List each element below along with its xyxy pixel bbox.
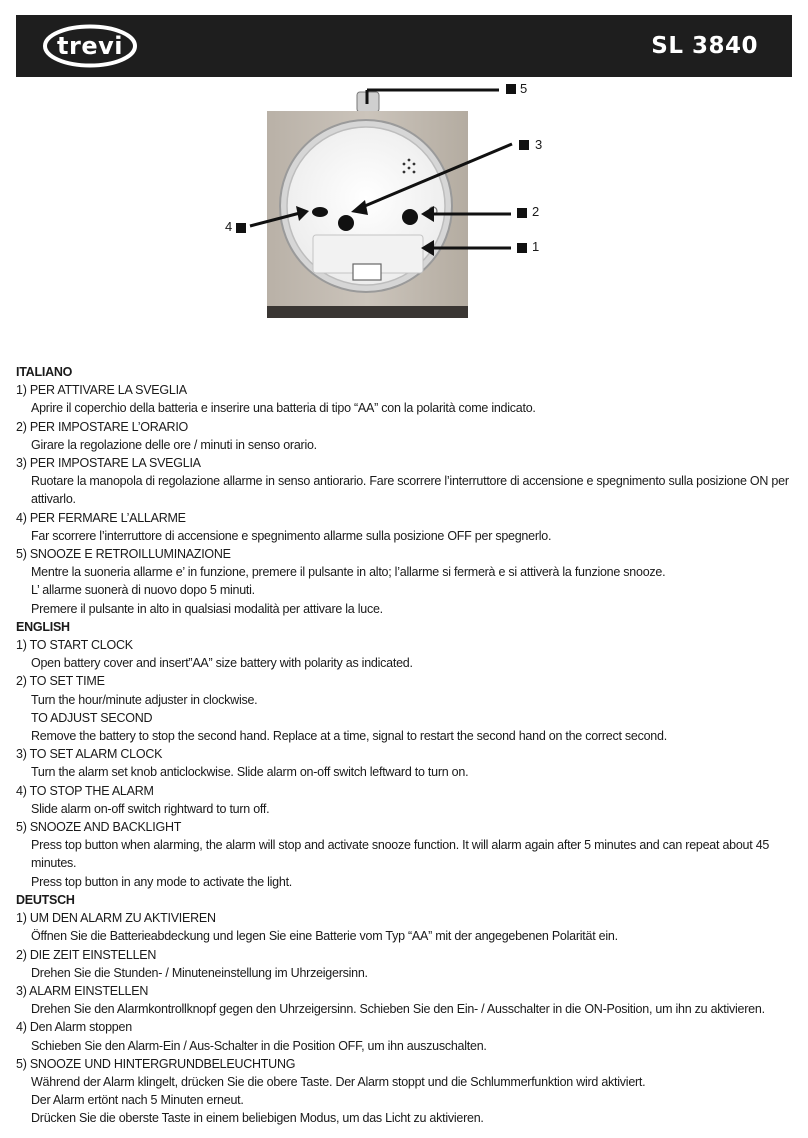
step-text: Remove the battery to stop the second hand. Replace at a time, signal to restart the second hand on the correct second.: [31, 729, 667, 744]
step-title: 5) SNOOZE UND HINTERGRUNDBELEUCHTUNG: [16, 1056, 296, 1071]
step-title: 2) TO SET TIME: [16, 674, 105, 689]
step-text: Press top button when alarming, the alarm will stop and activate snooze function. It will alarm again after 5 minutes and can repeat about 45 minutes.: [31, 838, 770, 871]
step-text: Während der Alarm klingelt, drücken Sie die obere Taste. Der Alarm stoppt und die Schlummerfunktion wird aktiviert.: [31, 1074, 646, 1089]
step-title: 4) PER FERMARE L’ALLARME: [16, 510, 186, 525]
section-title: ENGLISH: [16, 619, 70, 634]
step-text: Aprire il coperchio della batteria e inserire una batteria di tipo “AA” con la polarità come indicato.: [31, 401, 536, 416]
brand-logo: [42, 24, 138, 68]
step-text: Premere il pulsante in alto in qualsiasi modalità per attivare la luce.: [31, 601, 383, 616]
step-text: Drücken Sie die oberste Taste in einem beliebigen Modus, um das Licht zu aktivieren.: [31, 1111, 484, 1126]
step-title: 2) PER IMPOSTARE L’ORARIO: [16, 419, 189, 434]
brand-name: trevi: [57, 32, 123, 60]
case-base-icon: [267, 306, 468, 318]
step-text: Turn the alarm set knob anticlockwise. Slide alarm on-off switch leftward to turn on.: [31, 765, 469, 780]
step-text: TO ADJUST SECOND: [31, 710, 153, 725]
callout-label-4: 4: [225, 219, 233, 234]
step-text: Open battery cover and insert”AA” size battery with polarity as indicated.: [31, 656, 413, 671]
product-diagram: [0, 78, 808, 328]
callout-label-5: 5: [520, 81, 528, 96]
step-title: 3) PER IMPOSTARE LA SVEGLIA: [16, 456, 201, 471]
time-knob-icon: [402, 209, 418, 225]
model-number: SL 3840: [651, 33, 758, 59]
step-title: 4) TO STOP THE ALARM: [16, 783, 154, 798]
step-text: Drehen Sie die Stunden- / Minuteneinstellung im Uhrzeigersinn.: [31, 965, 368, 980]
step-text: Der Alarm ertönt nach 5 Minuten erneut.: [31, 1093, 244, 1108]
section-title: DEUTSCH: [16, 892, 75, 907]
callout-label-2: 2: [532, 204, 540, 219]
step-text: L’ allarme suonerà di nuovo dopo 5 minuti.: [31, 583, 255, 598]
callout-label-1: 1: [532, 239, 540, 254]
step-title: 3) ALARM EINSTELLEN: [16, 983, 149, 998]
section-title: ITALIANO: [16, 365, 73, 379]
step-title: 4) Den Alarm stoppen: [16, 1020, 132, 1035]
step-text: Press top button in any mode to activate the light.: [31, 874, 293, 889]
step-text: Girare la regolazione delle ore / minuti in senso orario.: [31, 437, 317, 452]
step-title: 1) UM DEN ALARM ZU AKTIVIEREN: [16, 911, 216, 926]
battery-latch-icon: [353, 264, 381, 280]
step-title: 5) SNOOZE E RETROILLUMINAZIONE: [16, 547, 231, 562]
step-title: 1) TO START CLOCK: [16, 638, 133, 653]
alarm-switch-icon: [312, 207, 328, 217]
step-text: Drehen Sie den Alarmkontrollknopf gegen den Uhrzeigersinn. Schieben Sie den Ein- / Ausschalter in die ON-Position, um ihn zu aktivieren.: [31, 1002, 765, 1017]
alarm-knob-icon: [338, 215, 354, 231]
step-text: Slide alarm on-off switch rightward to turn off.: [31, 801, 270, 816]
step-title: 1) PER ATTIVARE LA SVEGLIA: [16, 383, 187, 398]
step-text: Öffnen Sie die Batterieabdeckung und legen Sie eine Batterie vom Typ “AA” mit der angegebenen Polarität ein.: [31, 929, 618, 944]
step-text: Turn the hour/minute adjuster in clockwise.: [31, 692, 258, 707]
callout-label-3: 3: [535, 137, 543, 152]
header-bar: [16, 15, 792, 77]
instructions: [16, 363, 806, 1128]
step-text: Schieben Sie den Alarm-Ein / Aus-Schalter in die Position OFF, um ihn auszuschalten.: [31, 1038, 487, 1053]
step-title: 3) TO SET ALARM CLOCK: [16, 747, 163, 762]
clock-illustration: [0, 78, 808, 328]
step-title: 2) DIE ZEIT EINSTELLEN: [16, 947, 157, 962]
step-text: Mentre la suoneria allarme e’ in funzione, premere il pulsante in alto; l’allarme si fermerà e si attiverà la funzione snooze.: [31, 565, 666, 580]
step-text: Ruotare la manopola di regolazione allarme in senso antiorario. Fare scorrere l’interruttore di accensione e spegnimento sulla posizione ON per attivarlo.: [31, 474, 789, 507]
step-text: Far scorrere l’interruttore di accensione e spegnimento allarme sulla posizione OFF per spegnerlo.: [31, 528, 552, 543]
step-title: 5) SNOOZE AND BACKLIGHT: [16, 820, 182, 835]
